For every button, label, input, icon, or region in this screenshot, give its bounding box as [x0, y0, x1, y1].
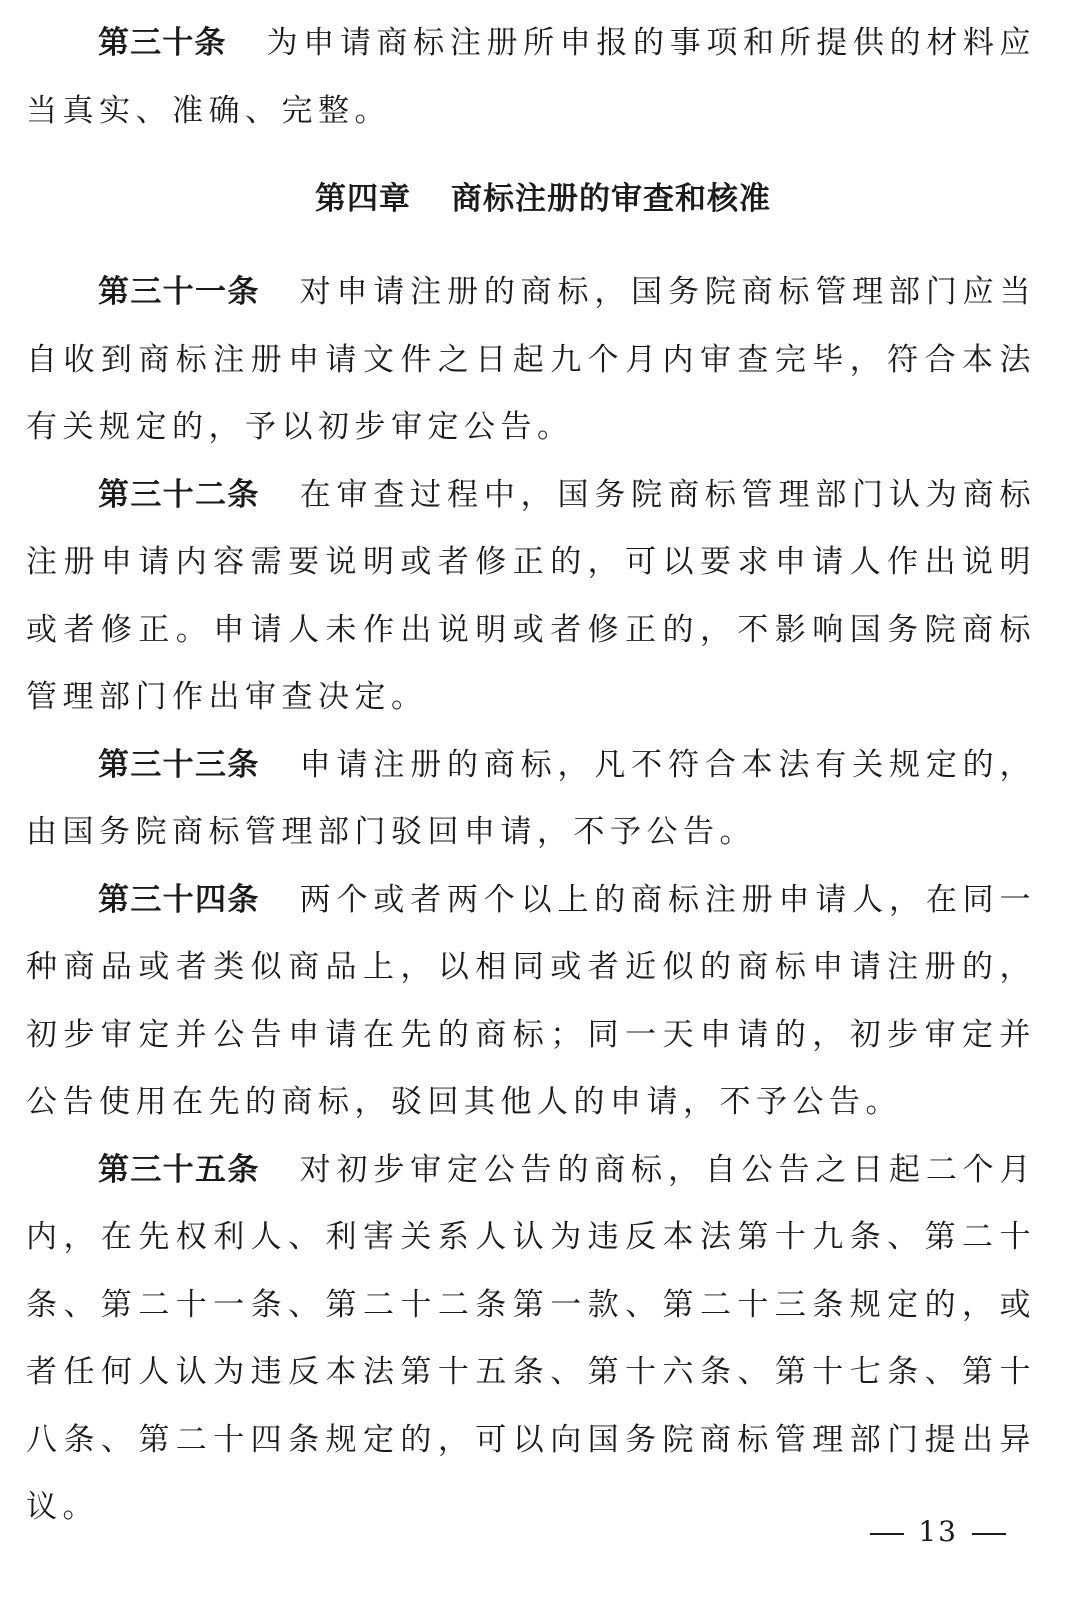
dash-left — [870, 1533, 904, 1535]
article-number: 第三十四条 — [98, 881, 260, 918]
article-text: 为申请商标注册所申报的事项和所提供的材料应当真实、准确、完整。 — [26, 25, 1037, 129]
chapter-heading — [26, 179, 1036, 219]
chapter-number: 第四章 — [315, 181, 411, 217]
article-30 — [26, 10, 1036, 145]
article-32 — [26, 462, 1036, 732]
article-34 — [26, 867, 1036, 1137]
article-35 — [26, 1137, 1036, 1542]
article-number: 第三十二条 — [98, 476, 260, 513]
article-text: 对申请注册的商标，国务院商标管理部门应当自收到商标注册申请文件之日起九个月内审查完毕，符合本法有关规定的，予以初步审定公告。 — [26, 274, 1037, 445]
article-text: 对初步审定公告的商标，自公告之日起二个月内，在先权利人、利害关系人认为违反本法第十九条、第二十条、第二十一条、第二十二条第一款、第二十三条规定的，或者任何人认为违反本法第十五条、第十六条、第十七条、第十八条、第二十四条规定的，可以向国务院商标管理部门提出异议。 — [26, 1151, 1037, 1525]
page-footer — [856, 1515, 1020, 1548]
article-number: 第三十三条 — [98, 746, 260, 783]
article-text: 两个或者两个以上的商标注册申请人，在同一种商品或者类似商品上，以相同或者近似的商标申请注册的，初步审定并公告申请在先的商标；同一天申请的，初步审定并公告使用在先的商标，驳回其他人的申请，不予公告。 — [26, 881, 1037, 1120]
article-text: 在审查过程中，国务院商标管理部门认为商标注册申请内容需要说明或者修正的，可以要求申请人作出说明或者修正。申请人未作出说明或者修正的，不影响国务院商标管理部门作出审查决定。 — [26, 476, 1037, 715]
article-number: 第三十五条 — [98, 1151, 260, 1188]
page-number: 13 — [918, 1515, 958, 1548]
article-text: 申请注册的商标，凡不符合本法有关规定的，由国务院商标管理部门驳回申请，不予公告。 — [26, 746, 1037, 850]
document-body — [26, 10, 1036, 1542]
article-number: 第三十条 — [98, 25, 227, 61]
chapter-title: 商标注册的审查和核准 — [451, 181, 771, 217]
dash-right — [972, 1533, 1006, 1535]
article-31 — [26, 259, 1036, 462]
article-number: 第三十一条 — [98, 274, 260, 310]
article-33 — [26, 732, 1036, 867]
